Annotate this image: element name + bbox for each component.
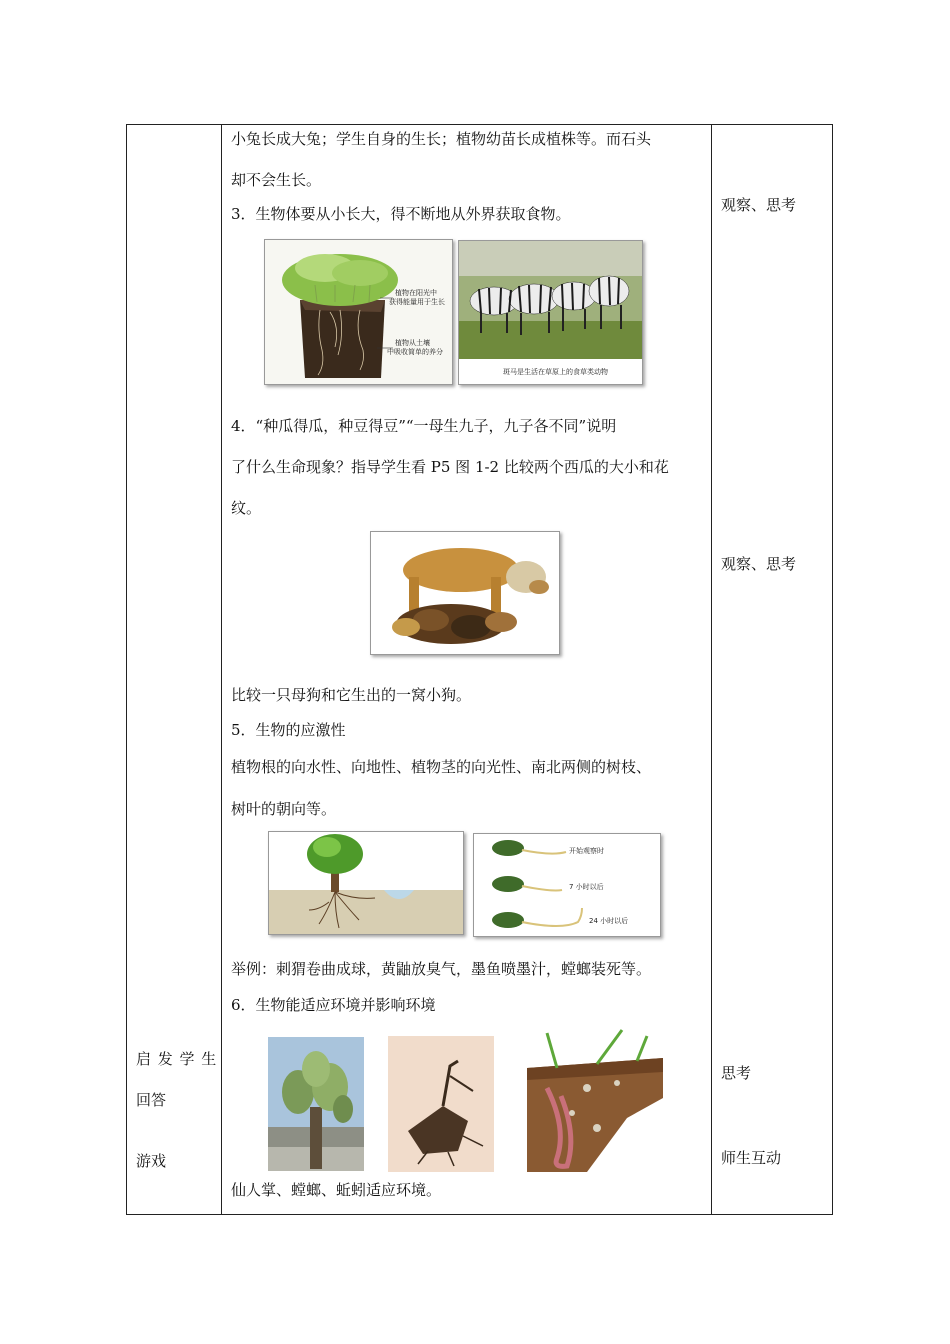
paragraph-line: 6．生物能适应环境并影响环境 xyxy=(231,996,436,1014)
right-note-2: 观察、思考 xyxy=(721,555,797,573)
right-note-3: 思考 xyxy=(721,1064,752,1082)
plant-nutrition-image xyxy=(264,239,453,385)
mantis-image xyxy=(388,1036,494,1172)
paragraph-line: 了什么生命现象？指导学生看 P5 图 1-2 比较两个西瓜的大小和花 xyxy=(231,458,669,476)
paragraph-line: 举例：刺猬卷曲成球，黄鼬放臭气，墨鱼喷墨汁，螳螂装死等。 xyxy=(231,960,652,978)
paragraph-line: 仙人掌、螳螂、蚯蚓适应环境。 xyxy=(231,1181,442,1199)
left-note-line2: 回答 xyxy=(136,1091,167,1109)
paragraph-line: 5．生物的应激性 xyxy=(231,721,346,739)
paragraph-line: 3．生物体要从小长大，得不断地从外界获取食物。 xyxy=(231,205,571,223)
paragraph-line: 小兔长成大兔；学生自身的生长；植物幼苗长成植株等。而石头 xyxy=(231,130,652,148)
column-divider-left xyxy=(221,125,222,1214)
paragraph-line: 纹。 xyxy=(231,499,262,517)
seedling-label-24h: 24 小时以后 xyxy=(589,917,629,925)
earthworm-image xyxy=(527,1028,663,1172)
paragraph-line: 却不会生长。 xyxy=(231,171,322,189)
left-note-line1: 启 发 学 生 xyxy=(136,1050,218,1068)
plant-label-soil-2: 中吸收简单的养分 xyxy=(387,348,443,356)
paragraph-line: 树叶的朝向等。 xyxy=(231,800,337,818)
zebras-image xyxy=(458,240,643,385)
right-note-1: 观察、思考 xyxy=(721,196,797,214)
paragraph-line: 植物根的向水性、向地性、植物茎的向光性、南北两侧的树枝、 xyxy=(231,758,652,776)
cactus-image xyxy=(268,1037,364,1171)
tree-roots-image xyxy=(268,831,464,935)
seedling-label-start: 开始观察时 xyxy=(569,847,604,855)
zebra-caption: 斑马是生活在草原上的食草类动物 xyxy=(503,368,608,376)
dog-puppies-image xyxy=(370,531,560,655)
plant-label-soil-1: 植物从土壤 xyxy=(395,339,430,347)
left-note-line3: 游戏 xyxy=(136,1152,167,1170)
seedling-label-7h: 7 小时以后 xyxy=(569,883,604,891)
right-note-4: 师生互动 xyxy=(721,1149,782,1167)
paragraph-line: 4．“种瓜得瓜，种豆得豆”“一母生九子，九子各不同”说明 xyxy=(231,417,617,435)
plant-label-sunlight-2: 获得能量用于生长 xyxy=(389,298,445,306)
column-divider-right xyxy=(711,125,712,1214)
plant-label-sunlight-1: 植物在阳光中 xyxy=(395,289,437,297)
seedling-tropism-image xyxy=(473,833,661,937)
paragraph-line: 比较一只母狗和它生出的一窝小狗。 xyxy=(231,686,472,704)
